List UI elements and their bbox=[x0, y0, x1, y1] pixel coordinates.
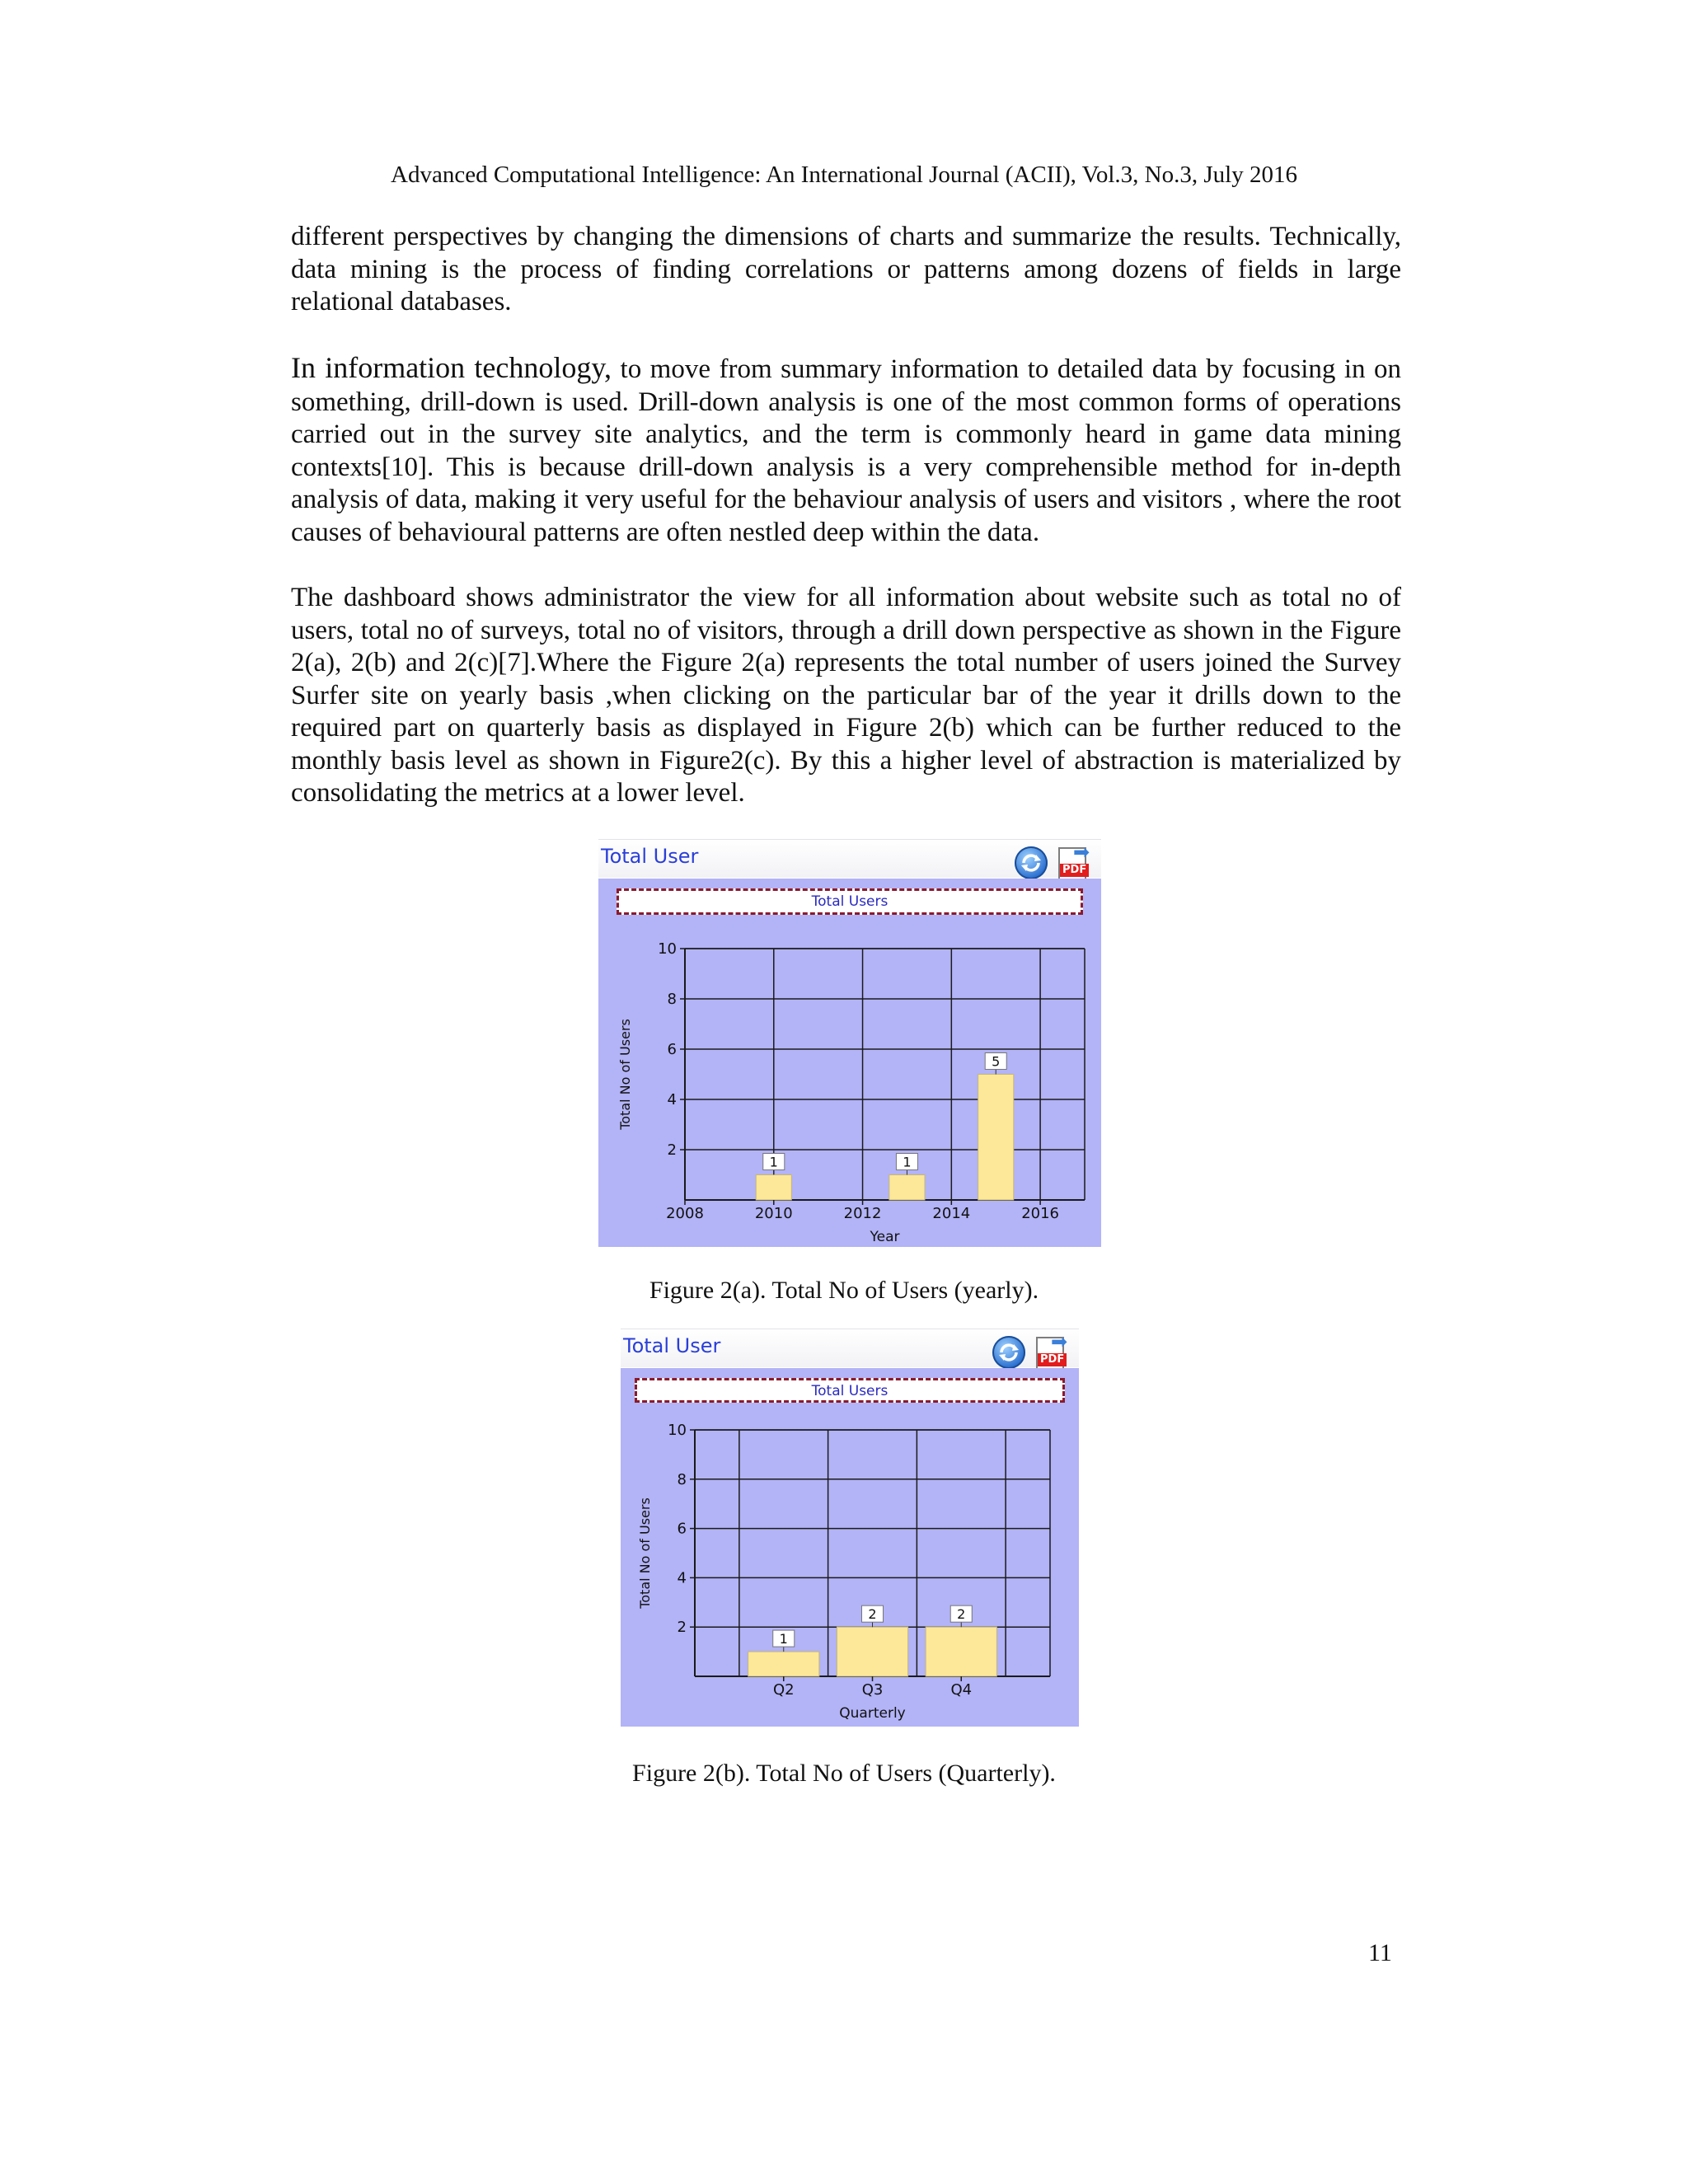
total-user-panel-yearly bbox=[598, 839, 1101, 1247]
figure-caption-2b: Figure 2(b). Total No of Users (Quarterly). bbox=[632, 1760, 1056, 1787]
chart-area bbox=[598, 879, 1101, 1247]
arrow-right-icon: ➡ bbox=[1073, 841, 1090, 864]
data-label: 1 bbox=[779, 1631, 788, 1647]
data-label: 2 bbox=[957, 1606, 966, 1623]
y-tick-label: 2 bbox=[677, 1619, 687, 1637]
data-label: 2 bbox=[868, 1606, 877, 1623]
panel-title: Total User bbox=[601, 845, 699, 868]
x-axis-label: Quarterly bbox=[839, 1705, 906, 1722]
refresh-icon[interactable] bbox=[992, 1336, 1025, 1369]
paragraph-3: The dashboard shows administrator the view for all information about website such as total no of users, total no of surveys, total no of visitors, through a drill down perspective as shown in the Figure 2(a), 2(b) and 2(c)[7].Where the Figure 2(a) represents the total number of users joined the Survey Surfer site on yearly basis ,when clicking on the particular bar of the year it drills down to the required part on quarterly basis as displayed in Figure 2(b) which can be further reduced to the monthly basis level as shown in Figure2(c). By this a higher level of abstraction is materialized by consolidating the metrics at a lower level. bbox=[291, 583, 1401, 808]
y-tick-label: 6 bbox=[667, 1041, 677, 1058]
data-label: 1 bbox=[769, 1154, 778, 1170]
y-tick-label: 2 bbox=[667, 1141, 677, 1159]
y-tick-label: 10 bbox=[658, 940, 677, 958]
panel-title: Total User bbox=[623, 1334, 721, 1357]
x-tick-label: 2012 bbox=[843, 1205, 882, 1222]
chart-title-box: Total Users bbox=[617, 888, 1083, 915]
panel-titlebar bbox=[598, 839, 1101, 878]
bar bbox=[748, 1652, 819, 1676]
panel-titlebar bbox=[621, 1329, 1079, 1367]
bar bbox=[926, 1627, 996, 1676]
paragraph-2-lead: In information technology, bbox=[291, 351, 612, 384]
y-tick-label: 4 bbox=[677, 1569, 687, 1587]
pdf-export-icon[interactable] bbox=[1057, 842, 1093, 879]
bar bbox=[978, 1075, 1014, 1201]
paragraph-2-body: to move from summary information to detailed data by focusing in on something, drill-down is used. Drill-down analysis is one of the most common forms of operations carried out in the survey site analytics, and the term is commonly heard in game data mining contexts[10]. This is because drill-down analysis is a very comprehensible method for in-depth analysis of data, making it very useful for the behaviour analysis of users and visitors , where the root causes of behavioural patterns are often nestled deep within the data. bbox=[291, 354, 1401, 547]
pdf-export-icon[interactable] bbox=[1034, 1332, 1071, 1368]
bar bbox=[837, 1627, 907, 1676]
page-number: 11 bbox=[1368, 1939, 1392, 1966]
bar bbox=[756, 1175, 791, 1201]
bar bbox=[889, 1175, 925, 1201]
x-tick-label: Q2 bbox=[772, 1681, 795, 1699]
paragraph-2 bbox=[291, 352, 1401, 549]
x-tick-label: 2016 bbox=[1021, 1205, 1060, 1222]
x-tick-label: 2008 bbox=[666, 1205, 704, 1222]
y-tick-label: 4 bbox=[667, 1091, 677, 1108]
arrow-right-icon: ➡ bbox=[1051, 1330, 1068, 1353]
y-tick-label: 10 bbox=[668, 1422, 687, 1439]
y-tick-label: 6 bbox=[677, 1520, 687, 1538]
refresh-icon[interactable] bbox=[1015, 846, 1048, 879]
y-axis-label: Total No of Users bbox=[637, 1497, 653, 1609]
pdf-label: PDF bbox=[1060, 864, 1089, 877]
x-tick-label: 2014 bbox=[932, 1205, 971, 1222]
pdf-label: PDF bbox=[1038, 1353, 1067, 1366]
data-label: 1 bbox=[903, 1154, 912, 1170]
y-tick-label: 8 bbox=[677, 1470, 687, 1488]
paragraph-1: different perspectives by changing the dimensions of charts and summarize the results. Technically, data mining is the process of finding correlations or patterns among dozens of fields in large relational databases. bbox=[291, 222, 1401, 316]
figure-caption-2a: Figure 2(a). Total No of Users (yearly). bbox=[649, 1277, 1039, 1304]
x-tick-label: Q3 bbox=[861, 1681, 884, 1699]
x-tick-label: 2010 bbox=[754, 1205, 793, 1222]
y-tick-label: 8 bbox=[667, 991, 677, 1008]
chart-title-box: Total Users bbox=[635, 1378, 1065, 1403]
data-label: 5 bbox=[992, 1053, 1001, 1070]
bar-chart-quarterly bbox=[621, 1368, 1079, 1727]
y-axis-label: Total No of Users bbox=[617, 1019, 633, 1130]
journal-header: Advanced Computational Intelligence: An International Journal (ACII), Vol.3, No.3, July 2016 bbox=[391, 162, 1297, 188]
x-axis-label: Year bbox=[870, 1229, 900, 1245]
chart-area bbox=[621, 1368, 1079, 1727]
bar-chart-yearly bbox=[598, 879, 1101, 1247]
x-tick-label: Q4 bbox=[950, 1681, 973, 1699]
total-user-panel-quarterly bbox=[621, 1329, 1079, 1727]
